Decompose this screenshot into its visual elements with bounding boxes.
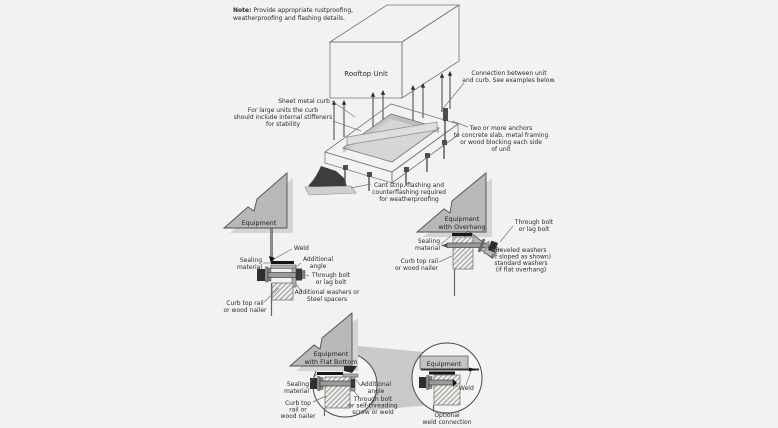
curb-rail-label-3: wood nailer (280, 413, 316, 420)
equipment-plate (271, 228, 273, 261)
sealing-label-2: material (283, 388, 309, 395)
sealing-label-2: material (414, 245, 440, 252)
bolt-head (310, 378, 317, 389)
anchors-label-4: of unit (491, 146, 511, 153)
cant-label-1: Cant strip, flashing and (373, 182, 445, 189)
stiffeners-label-2: should include internal stiffeners (233, 114, 333, 121)
note-line2: weatherproofing and flashing details. (233, 15, 346, 22)
curb-rail-label-1: Curb top rail (226, 300, 264, 307)
angle-horizontal (343, 374, 358, 377)
sealing-material (452, 233, 472, 236)
washers-label-4: (if flat overhang) (495, 266, 547, 274)
equipment-label: Equipment (426, 360, 462, 368)
detail-bolted-connection (224, 173, 360, 316)
connection-label-2: and curb. See examples below. (462, 77, 556, 84)
stiffeners-label-3: for stability (265, 121, 301, 128)
bolt-label-2: or lag bolt (518, 226, 550, 233)
unit-side-face (402, 5, 459, 98)
anchors-label-1: Two or more anchors (469, 125, 533, 132)
bolt-shaft (268, 273, 296, 278)
wood-nailer (434, 375, 460, 405)
rooftop-unit-box (330, 5, 459, 98)
curb-rail-label-1: Curb top rail (400, 258, 438, 265)
washers-label-2: (if sloped as shown) (490, 253, 552, 261)
note-label: Note: (233, 7, 252, 14)
sealing-material (271, 261, 294, 264)
washer (318, 377, 321, 391)
stiffeners-label-1: For large units the curb (247, 107, 319, 114)
sealing-label-1: Sealing (286, 381, 309, 388)
optional-weld-label-1: Optional (434, 412, 460, 419)
angle-label-2: angle (367, 388, 385, 395)
washers-label-2: Steel spacers (306, 296, 348, 303)
rooftop-unit-label: Rooftop Unit (344, 70, 388, 78)
angle-label-2: angle (309, 263, 327, 270)
curb-rail-label-2: or wood nailer (223, 307, 267, 314)
curb-rail-label-2: or wood nailer (395, 265, 438, 272)
svg-text:Note:Provide appropriate rustp (233, 7, 353, 14)
bolt-label-2: or lag bolt (315, 279, 347, 286)
note-line1: Provide appropriate rustproofing, (253, 7, 354, 14)
bolt-nut (351, 379, 355, 388)
sealing-material (317, 372, 343, 375)
note-text (233, 7, 353, 22)
weld-label: Weld (294, 245, 309, 252)
equipment-label-1: Equipment (444, 215, 480, 223)
sheet-metal-curb-label: Sheet metal curb (278, 98, 330, 105)
optional-weld-label-2: weld connection (422, 419, 472, 426)
bolt-shaft (429, 380, 453, 385)
anchors-label-3: or wood blocking each side (460, 139, 542, 146)
angle-label-1: Additional (302, 256, 334, 263)
equipment-label-2: with Overhang (438, 223, 486, 231)
weld-label: Weld (459, 385, 474, 392)
bolt-label-2: or self-threading (348, 402, 398, 410)
wood-nailer (453, 237, 473, 269)
curb-rail-label-1: Curb top (284, 400, 312, 407)
angle-label-1: Additional (360, 381, 392, 388)
washers-label-1: Additional washers or (294, 289, 360, 296)
washers-label-3: standard washers (494, 260, 548, 267)
cant-label-2: counterflashing required (372, 189, 446, 196)
bolt-nut (296, 269, 302, 281)
bolt-label-1: Through bolt (353, 396, 393, 403)
sealing-material (429, 372, 455, 375)
anchors-label-2: to concrete slab, metal framing (453, 132, 549, 139)
equipment-label: Equipment (241, 219, 277, 227)
washers-label-1: Beveled washers (495, 247, 547, 254)
bolt-label-1: Through bolt (514, 219, 554, 226)
detail-flat-bottom (281, 313, 482, 426)
sealing-label-1: Sealing (239, 257, 262, 264)
bolt-label-3: screw or weld (352, 409, 394, 416)
lag-bolt-tip (441, 243, 447, 247)
cant-label-3: for weatherproofing (379, 196, 439, 203)
bolt-label-1: Through bolt (311, 272, 351, 279)
equipment-label-1: Equipment (313, 350, 349, 358)
bolt-shaft (320, 381, 351, 386)
cant-strip-base (305, 186, 356, 195)
washer (427, 376, 430, 390)
end-washer (302, 271, 305, 279)
equipment-label-2: with Flat Bottom (304, 358, 358, 366)
connection-label-1: Connection between unit (471, 70, 547, 77)
bolt-head (419, 377, 426, 388)
washer (266, 267, 269, 282)
curb-rail-label-2: rail or (289, 406, 307, 414)
sealing-label-2: material (236, 264, 262, 271)
sealing-label-1: Sealing (417, 238, 440, 245)
